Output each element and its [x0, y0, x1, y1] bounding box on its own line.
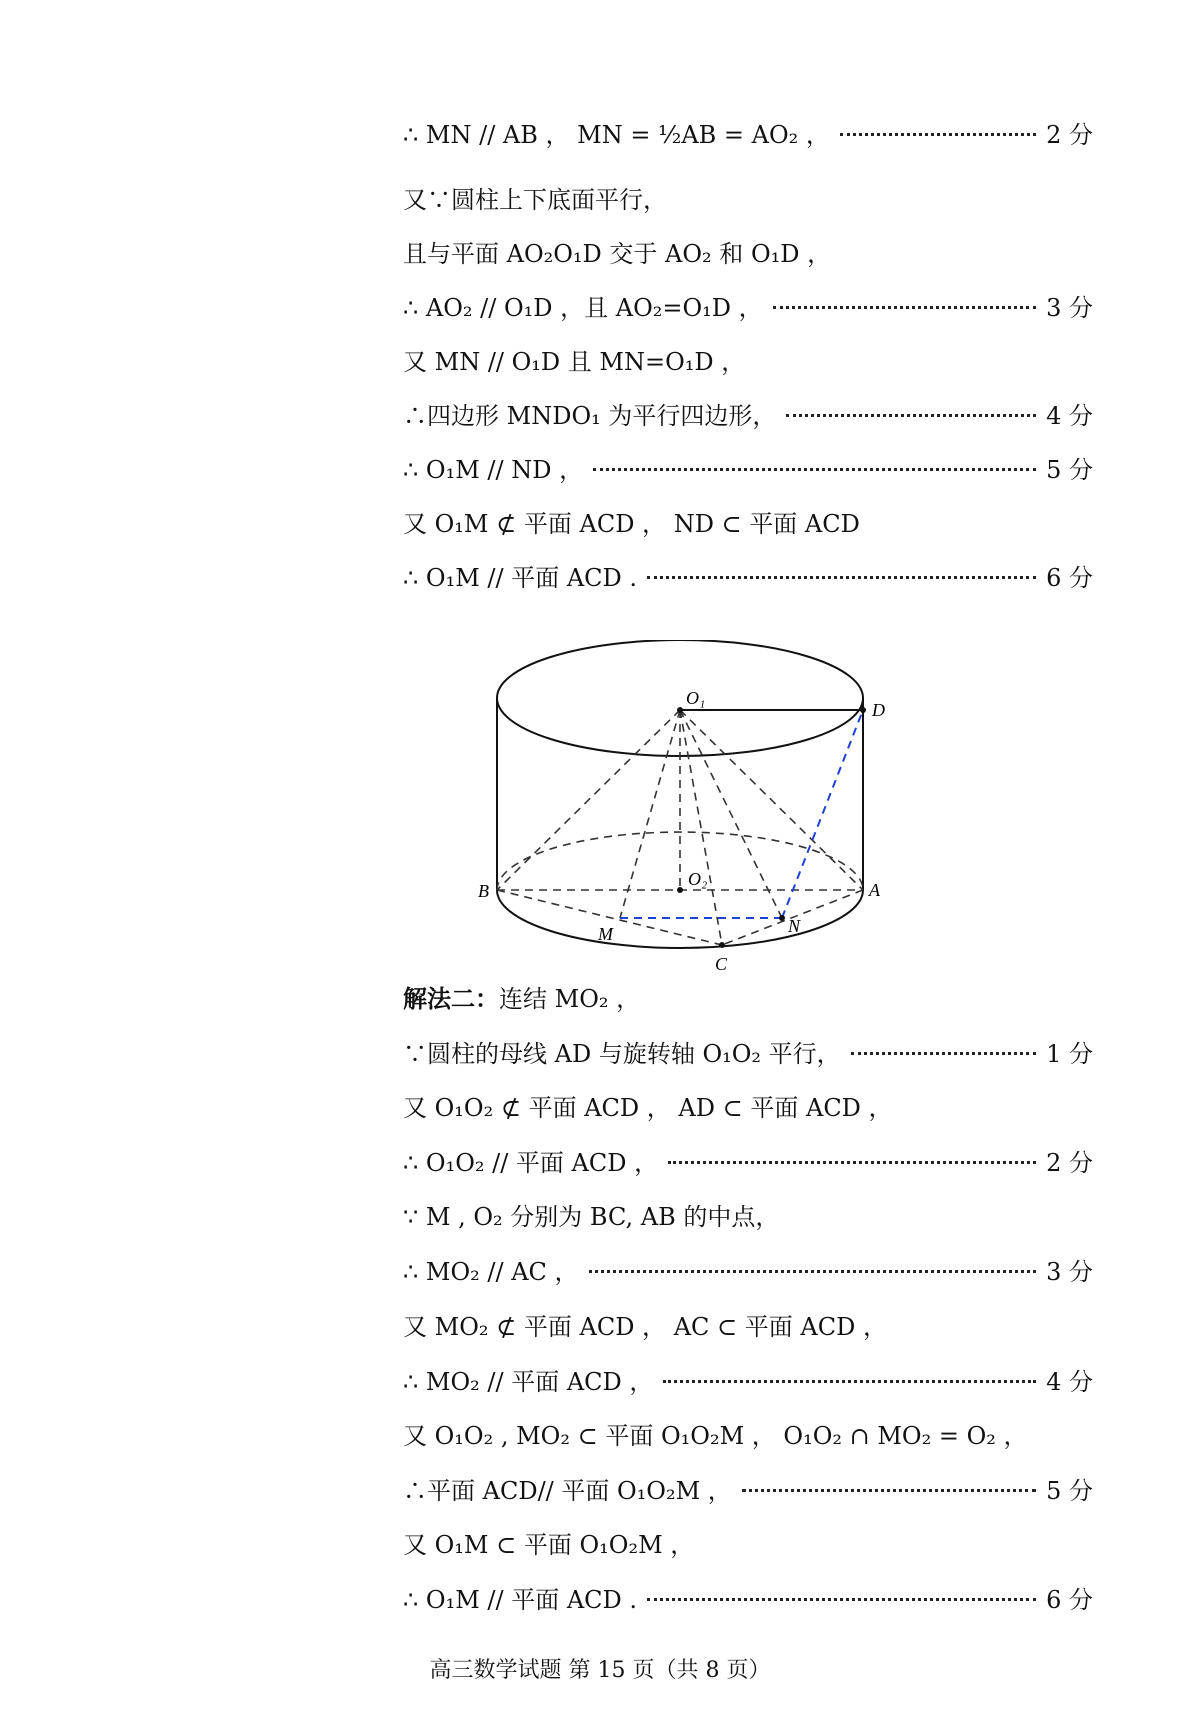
label-A: A: [869, 880, 880, 900]
proof-line-4: [403, 291, 1093, 325]
proof-line-2: [403, 183, 1093, 217]
point-C: [719, 942, 725, 948]
label-B: B: [478, 881, 489, 901]
segment-O1C: [680, 710, 722, 945]
score: 1 分: [1046, 1040, 1093, 1068]
score: 6 分: [1046, 1586, 1093, 1614]
segment-ND: [782, 710, 863, 918]
dot-leader: [647, 576, 1036, 579]
proof2-line-8: [403, 1419, 1093, 1453]
proof-line-1: [403, 118, 1093, 152]
dot-leader: [589, 1270, 1037, 1273]
proof2-line-6: [403, 1310, 1093, 1344]
statement: ∴ O₁M // 平面 ACD .: [403, 1586, 638, 1614]
statement: ∴ O₁M // 平面 ACD .: [403, 564, 638, 592]
points: [677, 707, 866, 948]
statement: ∵ M , O₂ 分别为 BC, AB 的中点，: [403, 1203, 780, 1231]
dot-leader: [786, 414, 1036, 417]
statement: ∵圆柱的母线 AD 与旋转轴 O₁O₂ 平行，: [403, 1040, 841, 1068]
section-heading-line: [403, 982, 1093, 1016]
proof-line-7: [403, 453, 1093, 487]
statement: 又∵圆柱上下底面平行，: [403, 186, 667, 214]
statement: ∴ O₁M // ND ，: [403, 456, 584, 484]
proof2-line-11: [403, 1583, 1093, 1617]
statement: 又 O₁O₂ , MO₂ ⊂ 平面 O₁O₂M ， O₁O₂ ∩ MO₂ = O₂ ，: [403, 1422, 1028, 1450]
statement: 又 O₁M ⊂ 平面 O₁O₂M ，: [403, 1531, 695, 1559]
proof-line-8: [403, 507, 1093, 541]
proof-line-3: [403, 237, 1093, 271]
dot-leader: [851, 1052, 1036, 1055]
label-M: M: [598, 924, 613, 944]
proof-line-9: [403, 561, 1093, 595]
score: 3 分: [1046, 294, 1093, 322]
dot-leader: [742, 1489, 1036, 1492]
proof2-line-2: [403, 1091, 1093, 1125]
segment-O1M: [620, 710, 680, 918]
statement: ∴ AO₂ // O₁D ，且 AO₂=O₁D ，: [403, 294, 763, 322]
statement: ∴ MO₂ // 平面 ACD ，: [403, 1368, 654, 1396]
proof2-line-4: [403, 1200, 1093, 1234]
score: 3 分: [1046, 1258, 1093, 1286]
proof2-line-3: [403, 1146, 1093, 1180]
statement: 且与平面 AO₂O₁D 交于 AO₂ 和 O₁D ，: [403, 240, 832, 268]
statement: 又 O₁O₂ ⊄ 平面 ACD ， AD ⊂ 平面 ACD ，: [403, 1094, 893, 1122]
segment-O1B: [497, 710, 680, 890]
statement: ∴ MO₂ // AC ，: [403, 1258, 579, 1286]
statement: ∴平面 ACD// 平面 O₁O₂M ，: [403, 1477, 732, 1505]
proof2-line-9: [403, 1474, 1093, 1508]
proof-line-5: [403, 345, 1093, 379]
section-title: 解法二：: [403, 984, 499, 1013]
point-O1: [677, 707, 683, 713]
section-title-rest: 连结 MO₂ ，: [499, 985, 641, 1013]
point-D: [860, 707, 866, 713]
statement: ∴四边形 MNDO₁ 为平行四边形，: [403, 402, 777, 430]
dot-leader: [840, 133, 1036, 136]
blue-dashed-edges: [620, 710, 863, 918]
label-D: D: [872, 700, 885, 720]
score: 6 分: [1046, 564, 1093, 592]
label-C: C: [715, 954, 728, 974]
cylinder-figure: [470, 640, 890, 980]
score: 4 分: [1046, 402, 1093, 430]
proof2-line-1: [403, 1037, 1093, 1071]
score: 5 分: [1046, 456, 1093, 484]
point-N: [779, 915, 785, 921]
score: 2 分: [1046, 1149, 1093, 1177]
proof2-line-10: [403, 1528, 1093, 1562]
proof2-line-7: [403, 1365, 1093, 1399]
label-N: N: [788, 916, 801, 936]
statement: 又 MN // O₁D 且 MN=O₁D ，: [403, 348, 746, 376]
proof-line-6: [403, 399, 1093, 433]
dot-leader: [647, 1598, 1036, 1601]
label-O2: O₂: [688, 869, 708, 889]
point-O2: [677, 887, 683, 893]
dot-leader: [663, 1380, 1036, 1383]
proof2-line-5: [403, 1255, 1093, 1289]
label-O1: O₁: [686, 688, 706, 708]
score: 4 分: [1046, 1368, 1093, 1396]
statement: ∴ MN // AB ， MN = ½AB = AO₂ ，: [403, 121, 830, 149]
statement: ∴ O₁O₂ // 平面 ACD ，: [403, 1149, 659, 1177]
dot-leader: [668, 1161, 1036, 1164]
dot-leader: [593, 468, 1036, 471]
statement: 又 O₁M ⊄ 平面 ACD ， ND ⊂ 平面 ACD: [403, 510, 860, 538]
page-footer: 高三数学试题 第 15 页（共 8 页）: [429, 1658, 771, 1683]
dot-leader: [773, 306, 1036, 309]
statement: 又 MO₂ ⊄ 平面 ACD ， AC ⊂ 平面 ACD ，: [403, 1313, 887, 1341]
score: 5 分: [1046, 1477, 1093, 1505]
dashed-edges: [497, 710, 863, 945]
score: 2 分: [1046, 121, 1093, 149]
